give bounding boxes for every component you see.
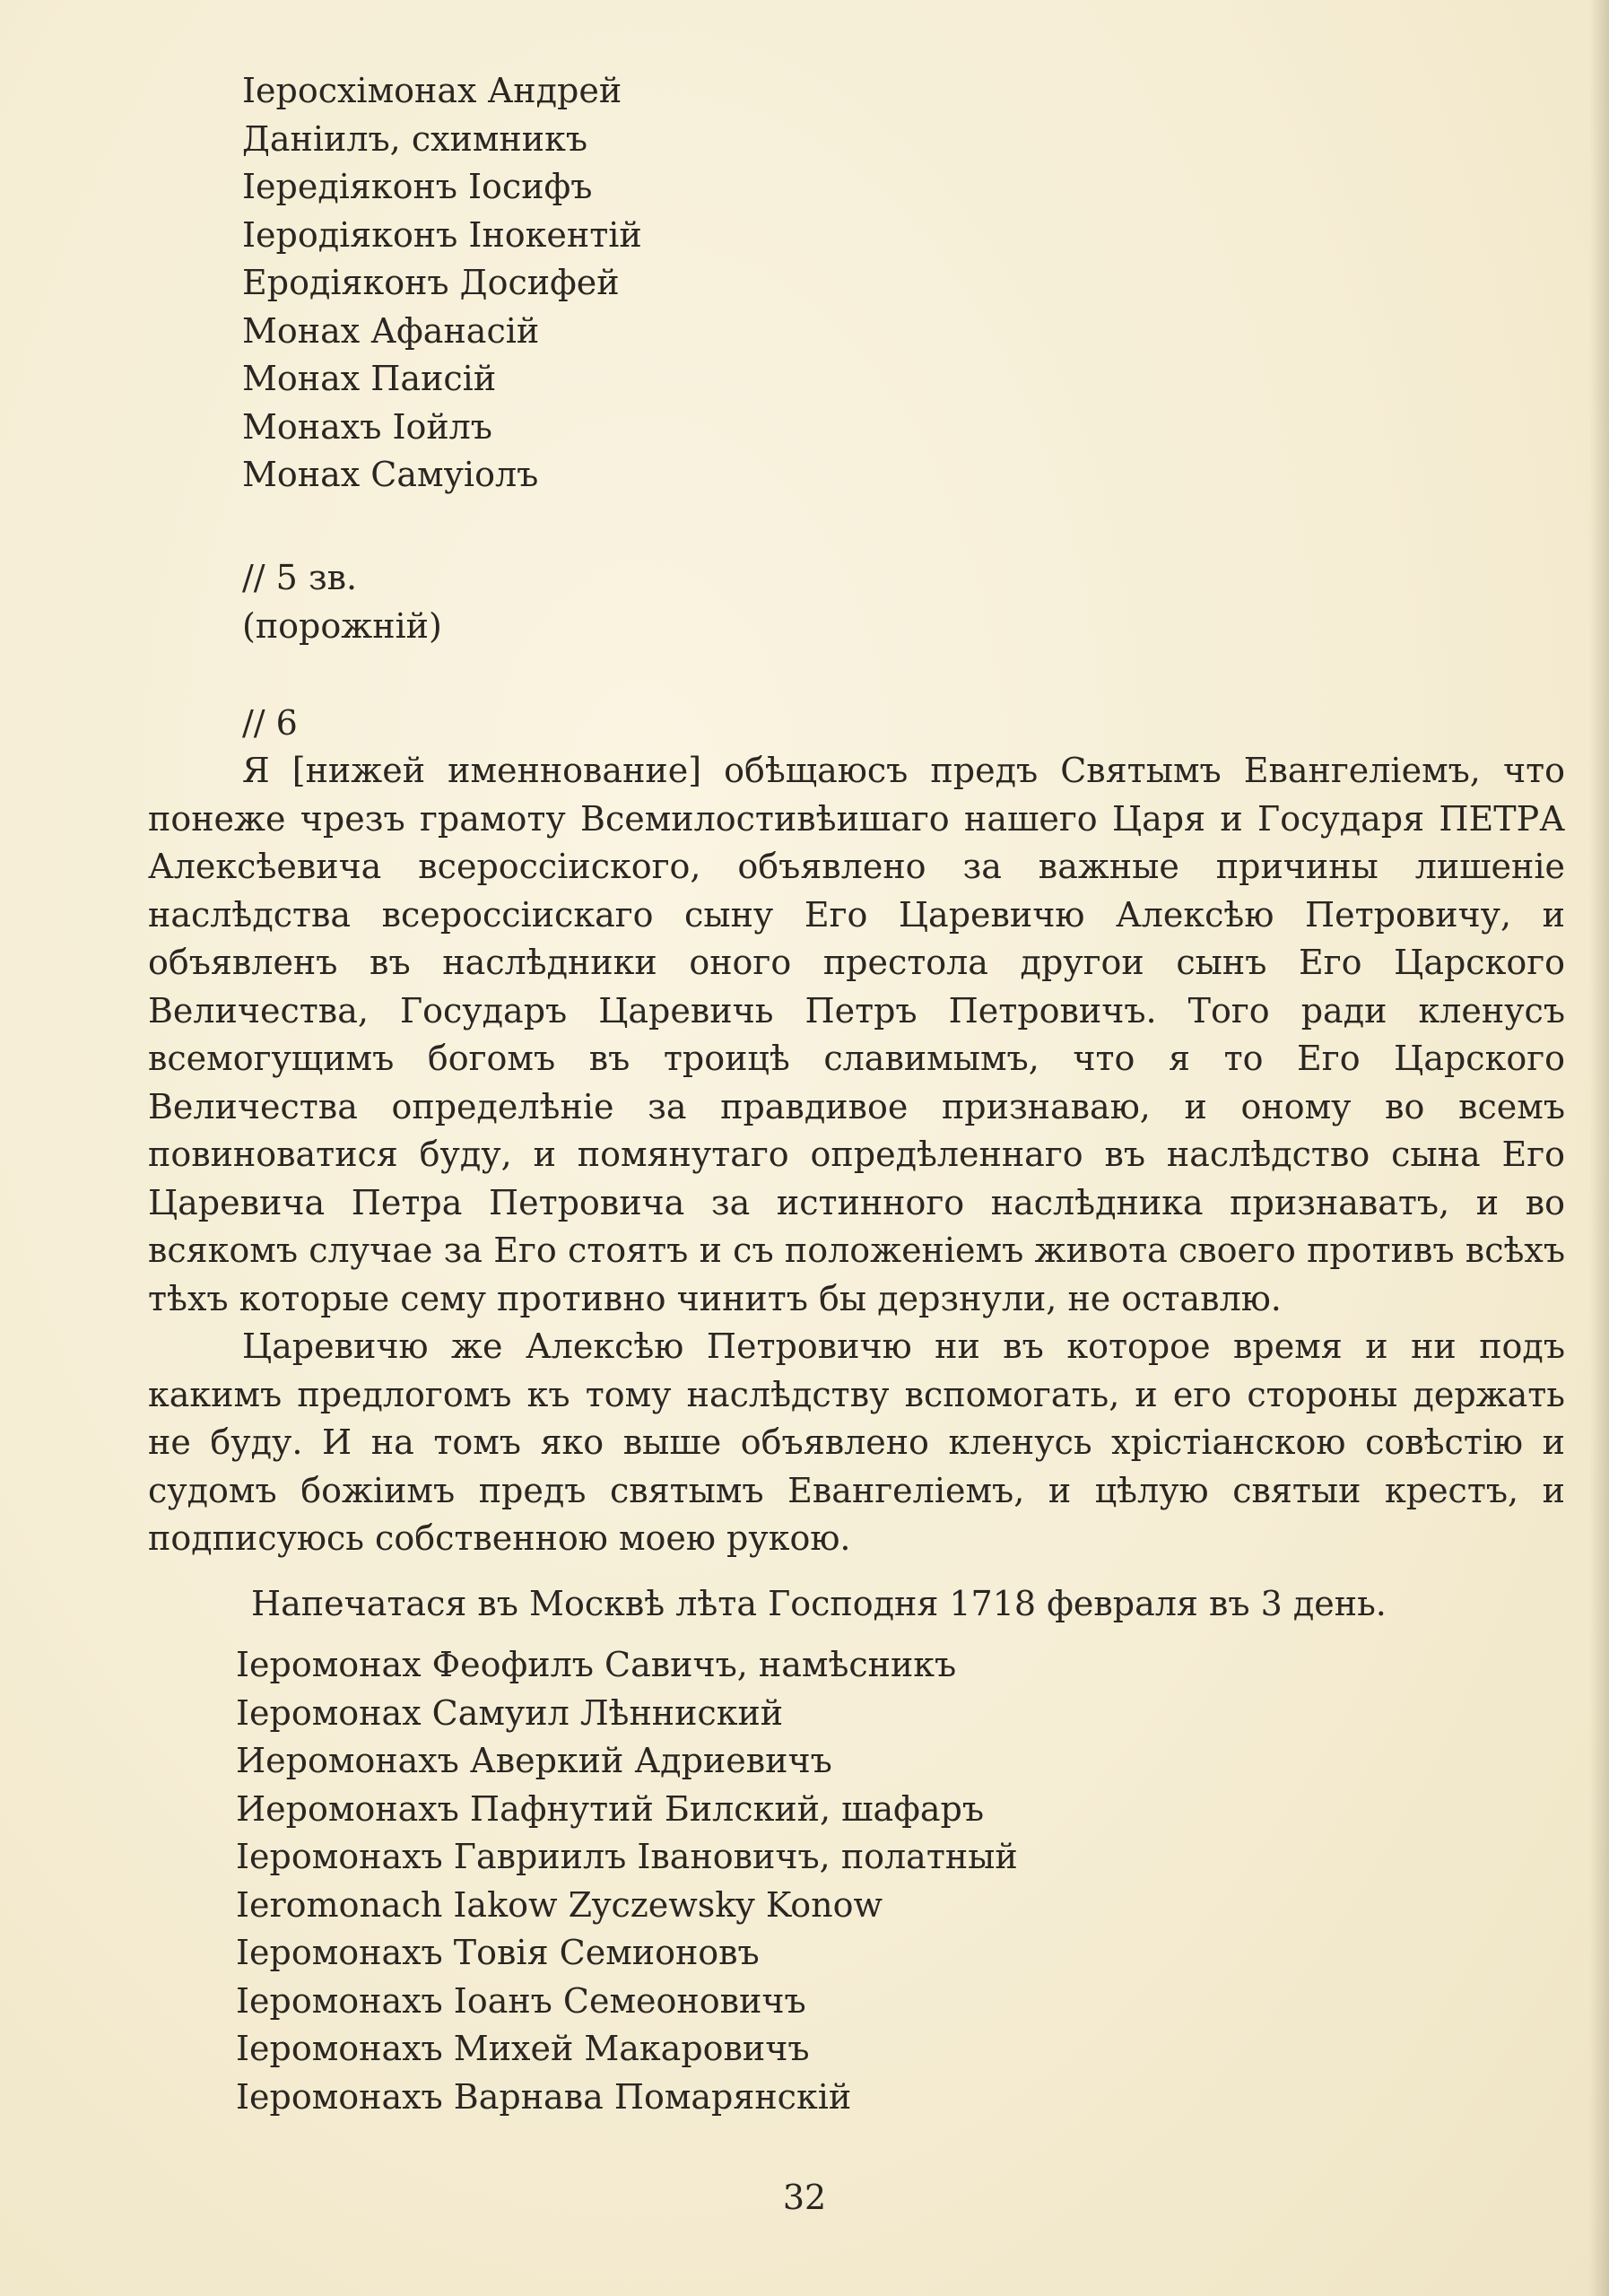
folio-marker: // 6 (242, 703, 298, 743)
signature-line: Іеромонахъ Іоанъ Семеоновичъ (236, 1980, 806, 2021)
page-number: 32 (782, 2178, 827, 2217)
top-signatures-list (242, 67, 642, 500)
signature-line: Монах Самуіолъ (242, 455, 539, 494)
signature-line: Иеромонахъ Пафнутий Билский, шафаръ (236, 1788, 985, 1829)
oath-paragraph: Я [нижей именнование] обѣщаюсъ предъ Святымъ Евангеліемъ, что понеже чрезъ грамоту Всемилостивѣишаго нашего Царя и Государя ПЕТРА Алексѣевича всероссіиского, объявлено за важные причины лишеніе наслѣдства всероссіискаго сыну Его Царевичю Алексѣю Петровичу, и объявленъ въ наслѣдники оного престола другои сынъ Его Царского Величества, Государъ Царевичь Петръ Петровичъ. Того ради кленусъ всемогущимъ богомъ въ троицѣ славимымъ, что я то Его Царского Величества определѣніе за правдивое признаваю, и оному во всемъ повиноватися буду, и помянутаго опредѣленнаго въ наслѣдство сына Его Царевича Петра Петровича за истинного наслѣдника признаватъ, и во всякомъ случае за Его стоятъ и съ положеніемъ живота своего противъ всѣхъ тѣхъ которые сему противно чинитъ бы дерзнули, не оставлю. (148, 751, 1565, 1318)
signature-line: Іеромонахъ Гавриилъ Івановичъ, полатный (236, 1837, 1018, 1876)
folio-note: (порожній) (242, 605, 442, 646)
folio-marker: // 5 зв. (242, 558, 358, 597)
signature-line: Монахъ Іойлъ (242, 406, 492, 447)
signature-line: Іеромонах Феофилъ Савичъ, намѣсникъ (236, 1645, 957, 1684)
printed-note: Напечатася въ Москвѣ лѣта Господня 1718 февраля въ 3 день. (251, 1584, 1387, 1623)
signature-line: Іеромонах Самуил Лѣнниский (236, 1692, 784, 1733)
signature-line: Іеромонахъ Варнава Помарянскій (236, 2076, 852, 2117)
signature-line: Іеродіяконъ Інокентій (242, 214, 642, 255)
folio-6-block (242, 700, 298, 748)
oath-paragraph: Царевичю же Алексѣю Петровичю ни въ которое время и ни подъ какимъ предлогомъ къ тому наслѣдству вспомогать, и его стороны держать не буду. И на томъ яко выше объявлено кленусь хрістіанскою совѣстію и судомъ божіимъ предъ святымъ Евангеліемъ, и цѣлую святыи крестъ, и подписуюсь собственною моею рукою. (148, 1326, 1565, 1558)
signature-line: Іеромонахъ Товія Семионовъ (236, 1933, 760, 1972)
page-edge-shadow (1589, 0, 1609, 2296)
signature-line: Монах Афанасій (242, 310, 540, 351)
signature-line: Іеромонахъ Михей Макаровичъ (236, 2029, 810, 2068)
signature-line: Ieromonach Iakow Zyczewsky Konow (236, 1884, 883, 1925)
oath-text (148, 747, 1565, 1563)
signature-line: Іередіяконъ Іосифъ (242, 167, 593, 206)
signature-line: Монах Паисій (242, 359, 497, 398)
signature-line: Еродіяконъ Досифей (242, 263, 620, 302)
folio-5-block (242, 554, 442, 650)
signature-line: Даніилъ, схимникъ (242, 118, 588, 159)
signature-line: Іеросхімонах Андрей (242, 71, 622, 110)
bottom-signatures-list (236, 1641, 1018, 2121)
signature-line: Иеромонахъ Аверкий Адриевичъ (236, 1741, 832, 1780)
